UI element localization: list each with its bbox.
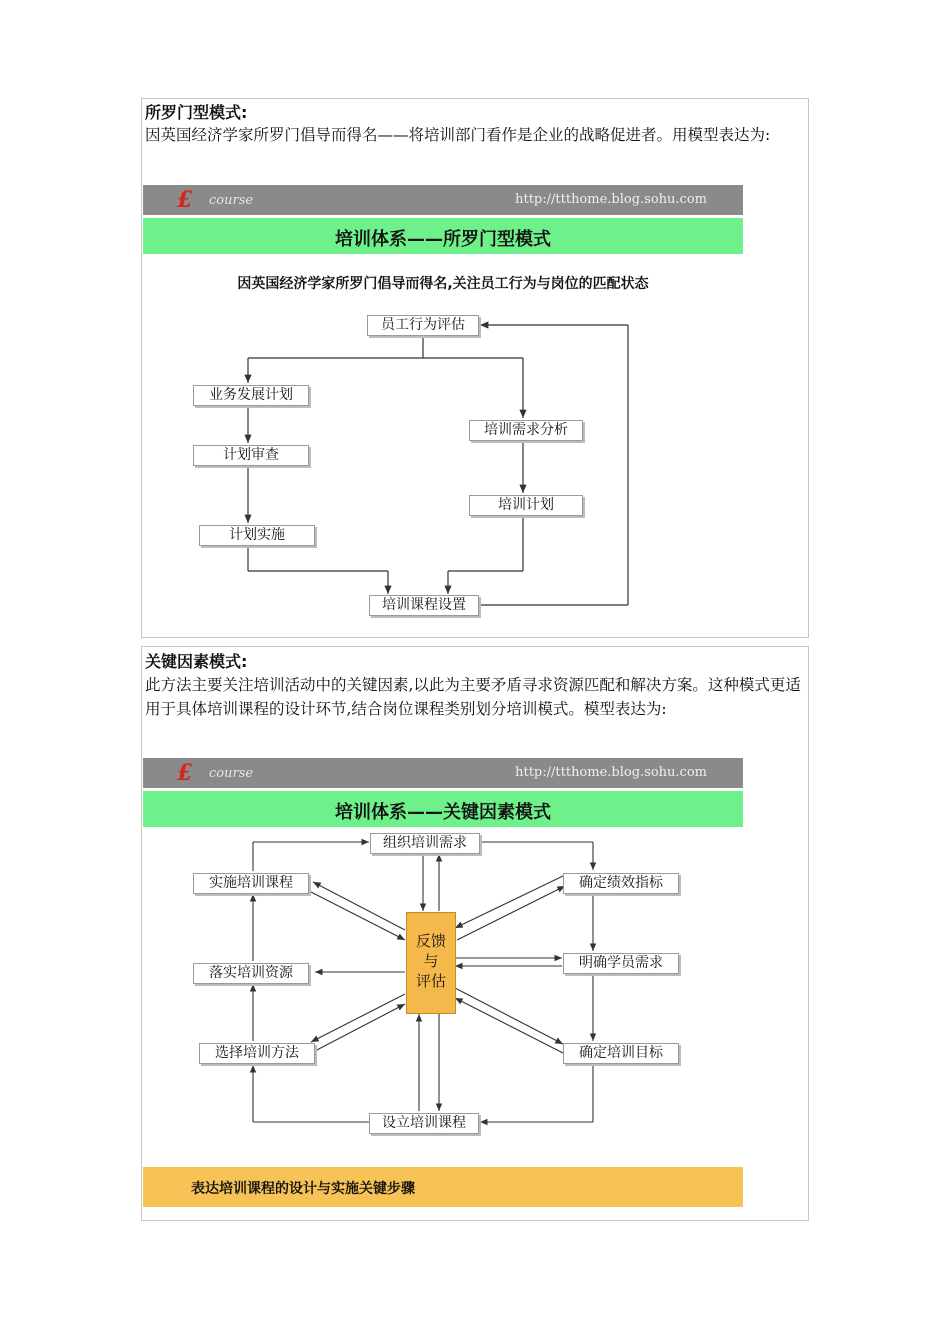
section1-paragraph: 因英国经济学家所罗门倡导而得名——将培训部门看作是企业的战略促进者。用模型表达为: bbox=[145, 126, 771, 144]
node-evaluate: 员工行为评估 bbox=[367, 315, 479, 336]
node-methods: 选择培训方法 bbox=[199, 1043, 315, 1064]
feedback-evaluation-box bbox=[406, 912, 456, 1014]
blog-url: http://ttthome.blog.sohu.com bbox=[515, 765, 707, 780]
node-plan-exec: 计划实施 bbox=[199, 525, 315, 546]
figure-title: 培训体系——所罗门型模式 bbox=[335, 229, 551, 250]
section2-paragraph: 此方法主要关注培训活动中的关键因素,以此为主要矛盾寻求资源匹配和解决方案。这种模式更适用于具体培训课程的设计环节,结合岗位课程类别划分培训模式。模型表达为: bbox=[145, 676, 801, 718]
node-implement: 实施培训课程 bbox=[193, 873, 309, 894]
center-line-3: 评估 bbox=[415, 972, 446, 990]
figure-subtitle: 因英国经济学家所罗门倡导而得名,关注员工行为与岗位的匹配状态 bbox=[237, 276, 649, 292]
node-plan-review: 计划审查 bbox=[193, 445, 309, 466]
node-resources: 落实培训资源 bbox=[193, 963, 309, 984]
section1-heading: 所罗门型模式: bbox=[145, 103, 248, 122]
node-course: 设立培训课程 bbox=[369, 1113, 479, 1134]
node-goals: 确定培训目标 bbox=[563, 1043, 679, 1064]
node-course-setup: 培训课程设置 bbox=[369, 595, 479, 616]
figure-footer-bar bbox=[143, 1167, 743, 1207]
solomon-figure bbox=[143, 185, 743, 634]
center-line-2: 与 bbox=[423, 952, 439, 970]
node-kpi: 确定绩效指标 bbox=[563, 873, 679, 894]
node-needs-analysis: 培训需求分析 bbox=[469, 420, 583, 441]
blog-url: http://ttthome.blog.sohu.com bbox=[515, 192, 707, 207]
node-business-plan: 业务发展计划 bbox=[193, 385, 309, 406]
center-line-1: 反馈 bbox=[415, 932, 446, 950]
logo-icon: £ bbox=[177, 760, 193, 786]
key-factor-figure bbox=[143, 758, 743, 1208]
solomon-connectors bbox=[143, 185, 743, 634]
course-label: course bbox=[209, 193, 254, 208]
node-learner-needs: 明确学员需求 bbox=[563, 953, 679, 974]
section2-heading: 关键因素模式: bbox=[145, 652, 248, 671]
figure-title: 培训体系——关键因素模式 bbox=[335, 802, 551, 823]
figure-footer-text: 表达培训课程的设计与实施关键步骤 bbox=[191, 1181, 415, 1197]
node-org-needs: 组织培训需求 bbox=[370, 833, 480, 854]
node-training-plan: 培训计划 bbox=[469, 495, 583, 516]
course-label: course bbox=[209, 766, 254, 781]
logo-icon: £ bbox=[177, 187, 193, 213]
